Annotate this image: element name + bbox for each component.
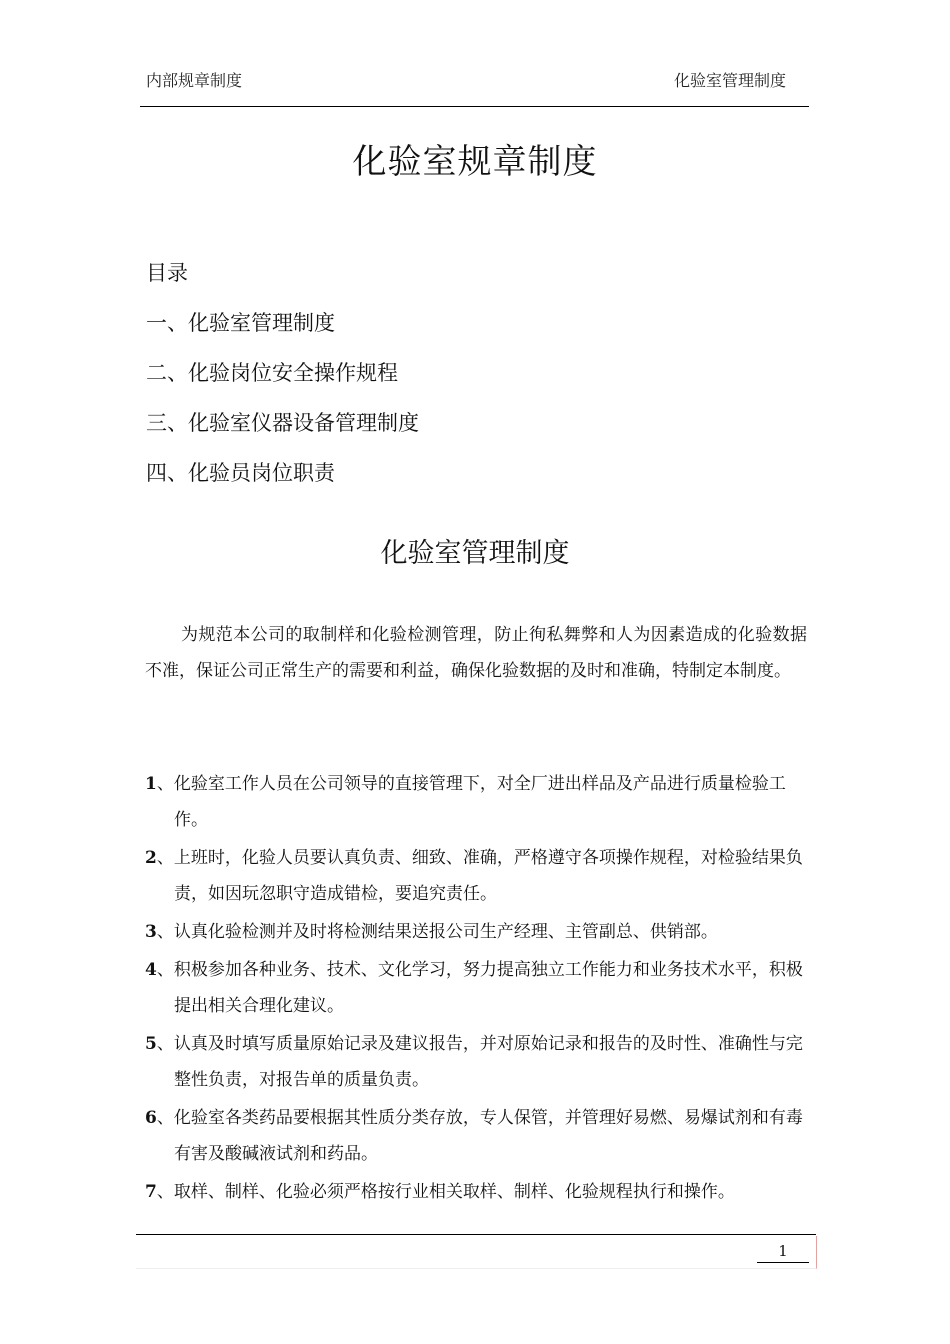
rules-list bbox=[145, 766, 807, 1212]
rule-number: 2 bbox=[145, 848, 157, 868]
rule-item bbox=[145, 766, 807, 838]
rule-item bbox=[145, 1100, 807, 1172]
rule-text: 、上班时，化验人员要认真负责、细致、准确，严格遵守各项操作规程，对检验结果负责，如因玩忽职守造成错检，要追究责任。 bbox=[156, 848, 803, 904]
rule-item bbox=[145, 1026, 807, 1098]
footer-frame bbox=[136, 1236, 817, 1269]
rule-item bbox=[145, 952, 807, 1024]
header-right-text: 化验室管理制度 bbox=[674, 71, 787, 90]
rule-text: 、认真化验检测并及时将检测结果送报公司生产经理、主管副总、供销部。 bbox=[156, 922, 718, 942]
rule-item bbox=[145, 914, 807, 950]
rule-number: 3 bbox=[145, 922, 157, 942]
toc-item: 二、化验岗位安全操作规程 bbox=[146, 361, 398, 385]
header-divider bbox=[140, 106, 809, 107]
header-left-text: 内部规章制度 bbox=[146, 71, 243, 90]
rule-number: 4 bbox=[145, 960, 157, 980]
page-number: 1 bbox=[757, 1242, 809, 1263]
toc-item: 一、化验室管理制度 bbox=[146, 311, 335, 335]
rule-text: 、化验室各类药品要根据其性质分类存放，专人保管，并管理好易燃、易爆试剂和有毒有害及酸碱液试剂和药品。 bbox=[156, 1108, 803, 1164]
rule-number: 1 bbox=[145, 774, 157, 794]
rule-number: 6 bbox=[145, 1108, 157, 1128]
rule-item bbox=[145, 1174, 807, 1210]
toc-heading: 目录 bbox=[146, 261, 188, 285]
rule-text: 、取样、制样、化验必须严格按行业相关取样、制样、化验规程执行和操作。 bbox=[156, 1182, 735, 1202]
rule-item bbox=[145, 840, 807, 912]
section-title: 化验室管理制度 bbox=[380, 538, 570, 569]
rule-text: 、积极参加各种业务、技术、文化学习，努力提高独立工作能力和业务技术水平，积极提出相关合理化建议。 bbox=[156, 960, 803, 1016]
rule-text: 、化验室工作人员在公司领导的直接管理下，对全厂进出样品及产品进行质量检验工作。 bbox=[156, 774, 786, 830]
toc-item: 四、化验员岗位职责 bbox=[146, 461, 335, 485]
rule-number: 5 bbox=[145, 1034, 157, 1054]
footer-divider bbox=[136, 1234, 816, 1235]
rule-number: 7 bbox=[145, 1182, 157, 1202]
table-of-contents bbox=[146, 258, 419, 508]
toc-item: 三、化验室仪器设备管理制度 bbox=[146, 411, 419, 435]
intro-paragraph: 为规范本公司的取制样和化验检测管理，防止徇私舞弊和人为因素造成的化验数据不准，保证公司正常生产的需要和利益，确保化验数据的及时和准确，特制定本制度。 bbox=[145, 625, 807, 681]
rule-text: 、认真及时填写质量原始记录及建议报告，并对原始记录和报告的及时性、准确性与完整性负责，对报告单的质量负责。 bbox=[156, 1034, 803, 1090]
document-title: 化验室规章制度 bbox=[352, 142, 598, 182]
